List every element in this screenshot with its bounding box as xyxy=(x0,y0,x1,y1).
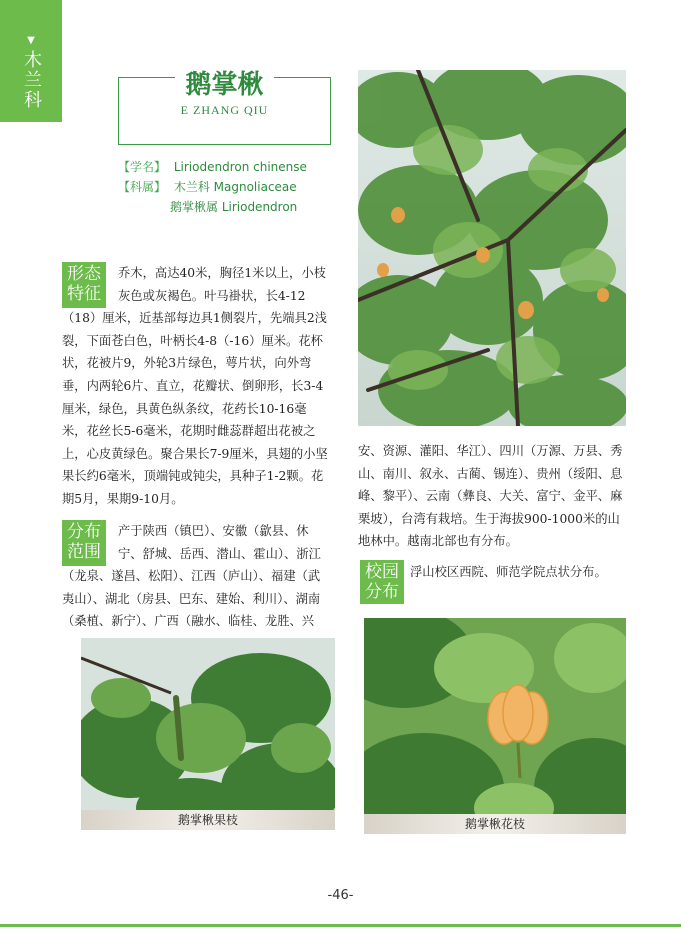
distribution-line: 宁、舒城、岳西、潜山、霍山）、浙江 xyxy=(118,546,321,561)
distribution-line: 峰、黎平）、云南（彝良、大关、富宁、金平、麻 xyxy=(358,489,623,504)
distribution-line: （龙泉、遂昌、松阳）、江西（庐山）、福建（武 xyxy=(62,569,321,584)
distribution-text-right xyxy=(358,440,628,553)
campus-tag xyxy=(360,560,404,604)
species-pinyin: E ZHANG QIU xyxy=(180,103,269,117)
campus-tag-line1: 校园 xyxy=(365,562,399,582)
morphology-line: 果长约6毫米，顶端钝或钝尖，具种子1-2颗。花 xyxy=(62,469,324,484)
morphology-tag-line2: 特征 xyxy=(67,284,101,304)
flower-branch-image xyxy=(364,618,626,834)
distribution-line: 山、南川、叙永、古蔺、锡连）、贵州（绥阳、息 xyxy=(358,466,623,481)
campus-text xyxy=(410,561,630,584)
morphology-line: 垂，内两轮6片、直立，花瓣状、倒卵形，长3-4 xyxy=(62,378,324,393)
campus-line: 浮山校区西院、师范学院点状分布。 xyxy=(410,565,607,579)
campus-tag-line2: 分布 xyxy=(365,582,399,602)
morphology-line: 米，花丝长5-6毫米，花期时雌蕊群超出花被之 xyxy=(62,424,316,439)
distribution-text-left xyxy=(62,520,334,633)
fruit-branch-photo xyxy=(81,638,335,830)
morphology-line: 状，花被片9，外轮3片绿色，萼片状，向外弯 xyxy=(62,356,312,371)
distribution-line: 安、资源、灌阳、华江）、四川（万源、万县、秀 xyxy=(358,444,623,458)
flower-branch-photo xyxy=(364,618,626,834)
morphology-line: 厘米，绿色，具黄色纵条纹，花药长10-16毫 xyxy=(62,401,307,416)
distribution-line: 地林中。越南北部也有分布。 xyxy=(358,534,518,549)
tree-canopy-image xyxy=(358,70,626,426)
morphology-line: 上，心皮黄绿色。聚合果长7-9厘米，具翅的小坚 xyxy=(62,446,328,461)
family-label: 木兰科 xyxy=(21,50,42,110)
fruit-branch-caption: 鹅掌楸果枝 xyxy=(81,810,335,830)
page-number: -46- xyxy=(327,888,354,903)
morphology-line: 灰色或灰褐色。叶马褂状，长4-12 xyxy=(118,288,306,303)
species-title: 鹅掌楸 xyxy=(175,64,273,101)
morphology-line: 乔木，高达40米，胸径1米以上，小枝 xyxy=(118,266,326,280)
family-value: 木兰科 Magnoliaceae xyxy=(173,180,297,194)
distribution-line: 产于陕西（镇巴）、安徽（歙县、休 xyxy=(118,524,309,538)
species-title-box xyxy=(118,70,331,145)
family-tab xyxy=(0,0,62,122)
species-meta xyxy=(118,157,307,217)
morphology-tag-line1: 形态 xyxy=(67,264,101,284)
family-genus-label: 【科属】 xyxy=(118,180,167,194)
triangle-down-icon: ▼ xyxy=(27,35,35,46)
scientific-name-value: Liriodendron chinense xyxy=(173,160,307,174)
morphology-text xyxy=(62,262,334,511)
morphology-line: （18）厘米，近基部每边具1侧裂片，先端具2浅 xyxy=(62,311,327,326)
morphology-line: 裂，下面苍白色，叶柄长4-8（-16）厘米。花杯 xyxy=(62,333,323,348)
tree-canopy-photo xyxy=(358,70,626,426)
genus-row xyxy=(118,197,307,217)
distribution-line: 栗坡），台湾有栽培。生于海拔900-1000米的山 xyxy=(358,511,620,526)
distribution-line: 夷山）、湖北（房县、巴东、建始、利川）、湖南 xyxy=(62,591,321,606)
footer-rule xyxy=(0,924,681,927)
morphology-line: 期5月，果期9-10月。 xyxy=(62,491,184,506)
family-row xyxy=(118,177,307,197)
scientific-name-row xyxy=(118,157,307,177)
distribution-tag-line2: 范围 xyxy=(67,542,101,562)
distribution-line: （桑植、新宁）、广西（融水、临桂、龙胜、兴 xyxy=(62,614,315,629)
scientific-name-label: 【学名】 xyxy=(118,160,167,174)
genus-value: 鹅掌楸属 Liriodendron xyxy=(170,200,298,214)
flower-branch-caption: 鹅掌楸花枝 xyxy=(364,814,626,834)
fruit-branch-image xyxy=(81,638,335,830)
distribution-tag-line1: 分布 xyxy=(67,522,101,542)
